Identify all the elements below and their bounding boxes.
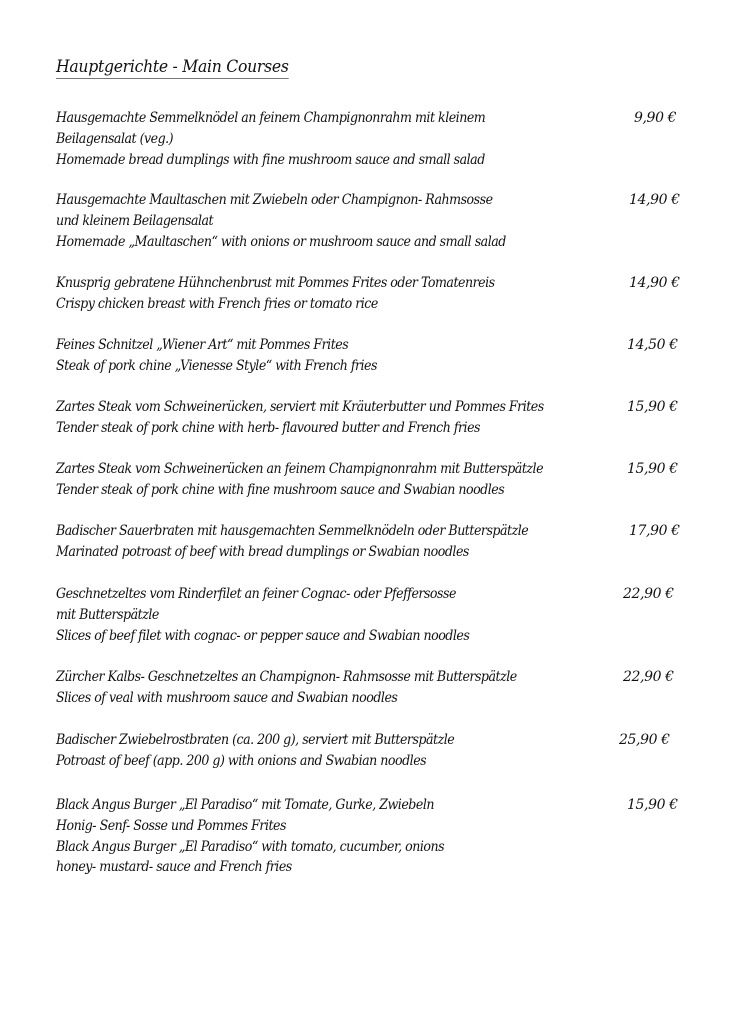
menu-item-price: 15,90 € <box>627 399 678 415</box>
menu-item-price: 9,90 € <box>634 110 677 126</box>
menu-item-price: 15,90 € <box>627 461 678 477</box>
menu-item-line: mit Butterspätzle <box>56 606 159 623</box>
menu-item-price: 14,90 € <box>629 192 680 208</box>
menu-item-line: Honig- Senf- Sosse und Pommes Frites <box>56 817 286 834</box>
menu-item-line: Homemade bread dumplings with fine mushroom sauce and small salad <box>56 151 485 168</box>
menu-item <box>56 108 696 170</box>
menu-item <box>56 667 696 709</box>
menu-item <box>56 459 696 501</box>
menu-item-line: Potroast of beef (app. 200 g) with onions and Swabian noodles <box>56 752 427 769</box>
menu-item-price: 25,90 € <box>619 732 670 748</box>
menu-item <box>56 190 696 252</box>
menu-item-name: Zartes Steak vom Schweinerücken, serviert mit Kräuterbutter und Pommes Frites <box>56 399 544 415</box>
menu-item-description <box>56 795 616 878</box>
menu-item-description <box>56 667 616 709</box>
menu-item-name: Black Angus Burger „El Paradiso“ mit Tomate, Gurke, Zwiebeln <box>56 797 434 813</box>
menu-item-name: Knusprig gebratene Hühnchenbrust mit Pommes Frites oder Tomatenreis <box>56 275 495 291</box>
menu-item <box>56 521 696 563</box>
menu-item-price: 22,90 € <box>623 586 674 602</box>
menu-item-price: 15,90 € <box>627 797 678 813</box>
menu-item-name: Geschnetzeltes vom Rinderfilet an feiner Cognac- oder Pfeffersosse <box>56 586 456 602</box>
menu-item <box>56 397 696 439</box>
menu-item-line: Slices of beef filet with cognac- or pepper sauce and Swabian noodles <box>56 627 470 644</box>
menu-item-line: Tender steak of pork chine with fine mushroom sauce and Swabian noodles <box>56 481 505 498</box>
menu-item <box>56 335 696 377</box>
menu-item-price: 14,90 € <box>629 275 680 291</box>
menu-item-description <box>56 108 616 170</box>
menu-item <box>56 730 696 772</box>
menu-item-line: Black Angus Burger „El Paradiso“ with tomato, cucumber, onions <box>56 838 445 855</box>
menu-item-name: Badischer Zwiebelrostbraten (ca. 200 g), serviert mit Butterspätzle <box>56 732 455 748</box>
menu-item-name: Zartes Steak vom Schweinerücken an feinem Champignonrahm mit Butterspätzle <box>56 461 544 477</box>
menu-item-description <box>56 730 616 772</box>
menu-item-price: 14,50 € <box>627 337 678 353</box>
menu-item-name: Hausgemachte Semmelknödel an feinem Champignonrahm mit kleinem <box>56 110 486 126</box>
menu-item-line: Marinated potroast of beef with bread dumplings or Swabian noodles <box>56 543 469 560</box>
menu-item-line: Beilagensalat (veg.) <box>56 130 174 147</box>
menu-item-line: honey- mustard- sauce and French fries <box>56 859 292 876</box>
menu-item-name: Zürcher Kalbs- Geschnetzeltes an Champignon- Rahmsosse mit Butterspätzle <box>56 669 517 685</box>
menu-item-description <box>56 521 616 563</box>
menu-item-description <box>56 273 616 315</box>
section-title: Hauptgerichte - Main Courses <box>56 57 289 77</box>
menu-item-description <box>56 584 616 646</box>
menu-item <box>56 795 696 878</box>
menu-item-description <box>56 397 616 439</box>
menu-item-line: Crispy chicken breast with French fries or tomato rice <box>56 295 378 312</box>
menu-item-name: Hausgemachte Maultaschen mit Zwiebeln oder Champignon- Rahmsosse <box>56 192 493 208</box>
menu-item-line: Homemade „Maultaschen“ with onions or mushroom sauce and small salad <box>56 233 506 250</box>
menu-item-description <box>56 190 616 252</box>
menu-item-description <box>56 459 616 501</box>
menu-item-line: Steak of pork chine „Vienesse Style“ with French fries <box>56 357 377 374</box>
menu-item-line: und kleinem Beilagensalat <box>56 212 214 229</box>
menu-item-price: 17,90 € <box>629 523 680 539</box>
menu-item <box>56 273 696 315</box>
menu-item-line: Slices of veal with mushroom sauce and Swabian noodles <box>56 689 398 706</box>
menu-item-name: Feines Schnitzel „Wiener Art“ mit Pommes Frites <box>56 337 349 353</box>
menu-item-line: Tender steak of pork chine with herb- flavoured butter and French fries <box>56 419 481 436</box>
menu-item-name: Badischer Sauerbraten mit hausgemachten Semmelknödeln oder Butterspätzle <box>56 523 529 539</box>
menu-item <box>56 584 696 646</box>
menu-item-price: 22,90 € <box>623 669 674 685</box>
menu-item-description <box>56 335 616 377</box>
